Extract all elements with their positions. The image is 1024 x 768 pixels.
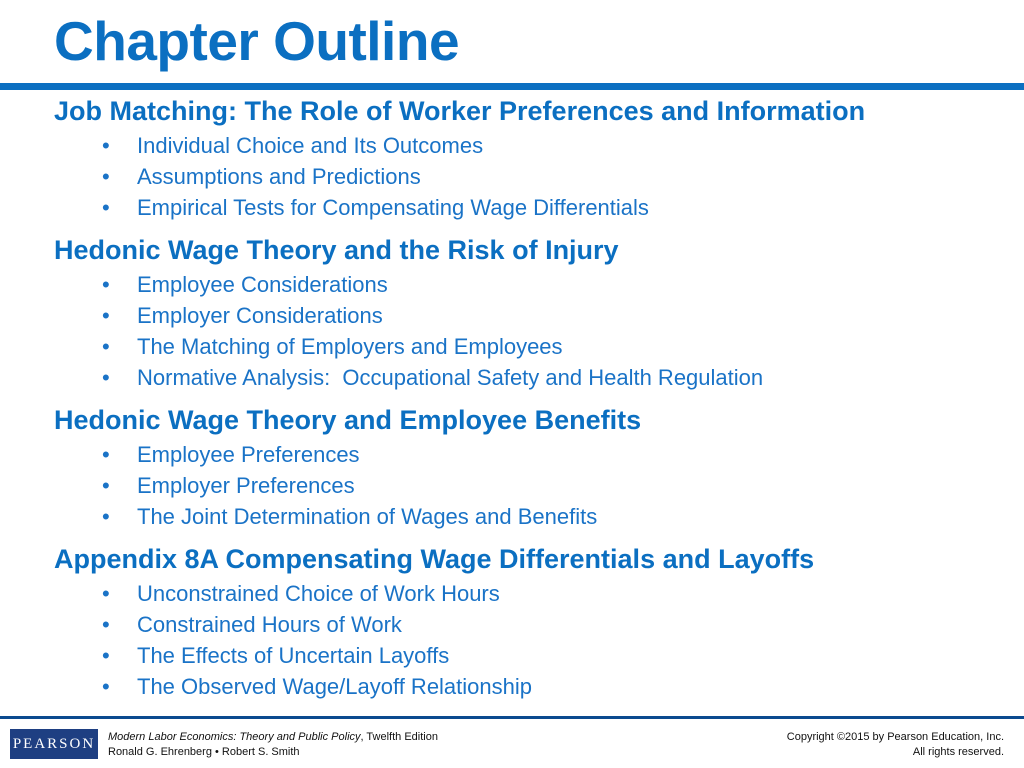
bullet-item [102,331,1014,362]
bullet-item [102,269,1014,300]
bullet-item [102,640,1014,671]
bullet-text: Empirical Tests for Compensating Wage Differentials [137,195,649,220]
bullet-text: Constrained Hours of Work [137,612,402,637]
bullet-icon: • [102,272,110,297]
footer [0,719,1024,768]
bullet-text: Normative Analysis: Occupational Safety and Health Regulation [137,365,764,390]
bullet-icon: • [102,164,110,189]
title-divider [0,83,1024,90]
outline-content [54,92,1014,710]
book-title-line [108,730,438,745]
bullet-text: The Effects of Uncertain Layoffs [137,643,450,668]
bullet-icon: • [102,195,110,220]
bullet-text: Individual Choice and Its Outcomes [137,133,484,158]
copyright-text: Copyright ©2015 by Pearson Education, Inc. [786,731,1004,743]
outline-section [54,92,1014,223]
bullet-text: Employee Considerations [137,272,388,297]
bullet-text: The Joint Determination of Wages and Benefits [137,504,598,529]
pearson-logo: PEARSON [10,729,98,759]
bullet-icon: • [102,133,110,158]
bullet-icon: • [102,303,110,328]
section-heading: Hedonic Wage Theory and Employee Benefits [54,405,642,435]
bullet-icon: • [102,674,110,699]
bullet-icon: • [102,334,110,359]
outline-section [54,540,1014,702]
bullet-icon: • [102,365,110,390]
bullet-list [54,439,1014,532]
bullet-icon: • [102,504,110,529]
book-citation [108,730,438,760]
bullet-icon: • [102,442,110,467]
bullet-icon: • [102,473,110,498]
bullet-item [102,130,1014,161]
slide-title: Chapter Outline [54,10,460,72]
outline-section [54,401,1014,532]
section-heading: Job Matching: The Role of Worker Preferences and Information [54,96,866,126]
bullet-item [102,300,1014,331]
bullet-item [102,578,1014,609]
section-heading: Appendix 8A Compensating Wage Differentials and Layoffs [54,544,815,574]
bullet-item [102,609,1014,640]
bullet-text: The Matching of Employers and Employees [137,334,563,359]
bullet-text: Unconstrained Choice of Work Hours [137,581,500,606]
copyright-notice [787,730,1004,760]
bullet-item [102,192,1014,223]
bullet-text: Assumptions and Predictions [137,164,421,189]
bullet-text: Employer Considerations [137,303,383,328]
section-heading: Hedonic Wage Theory and the Risk of Injury [54,235,619,265]
bullet-item [102,161,1014,192]
bullet-icon: • [102,581,110,606]
bullet-text: The Observed Wage/Layoff Relationship [137,674,533,699]
bullet-icon: • [102,643,110,668]
book-authors: Ronald G. Ehrenberg • Robert S. Smith [108,746,300,758]
bullet-list [54,269,1014,393]
rights-text: All rights reserved. [912,746,1004,758]
bullet-icon: • [102,612,110,637]
book-title: Modern Labor Economics: Theory and Public Policy [108,731,361,743]
bullet-item [102,439,1014,470]
bullet-item [102,501,1014,532]
outline-section [54,231,1014,393]
bullet-text: Employer Preferences [137,473,355,498]
bullet-list [54,130,1014,223]
book-edition: , Twelfth Edition [360,731,438,743]
bullet-item [102,362,1014,393]
bullet-item [102,671,1014,702]
bullet-list [54,578,1014,702]
bullet-item [102,470,1014,501]
bullet-text: Employee Preferences [137,442,360,467]
